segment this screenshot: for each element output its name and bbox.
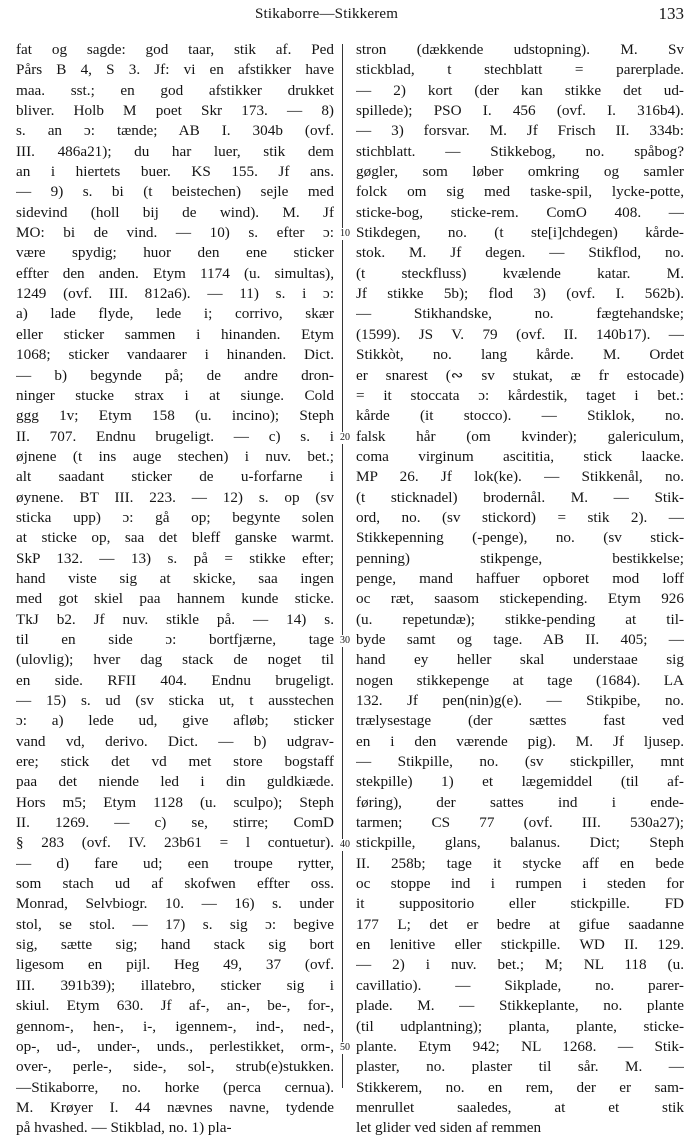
text-line: gøgler, som løber omkring og samler <box>356 163 684 181</box>
text-line: cavillatio). — Sikplade, no. parer- <box>356 976 684 994</box>
text-line: (ulovlig); hver dag stack de noget til <box>16 651 334 669</box>
text-line: ninger stucke strax i at siunge. Cold <box>16 386 334 404</box>
text-line: (til udplantning); planta, plante, sticke- <box>356 1017 684 1035</box>
text-line: — 2) kort (der kan stikke det ud- <box>356 81 684 99</box>
text-line: eller sticker sammen i hinanden. Etym <box>16 325 334 343</box>
text-line: sticka upp) ɔ: gå op; begynte solen <box>16 508 334 526</box>
text-line: op-, ud-, under-, unds., perlestikket, orm-, <box>16 1037 334 1055</box>
text-line: stron (dækkende udstopning). M. Sv <box>356 41 684 58</box>
text-line: a) lade flyde, lede i; corrivo, skær <box>16 305 334 323</box>
text-line: II. 707. Endnu brugeligt. — c) s. i <box>16 427 334 445</box>
text-line: — b) begynde på; de andre dron- <box>16 366 334 384</box>
text-line: stekpille) 1) et lægemiddel (til af- <box>356 773 684 791</box>
text-line: 177 L; det er bedre at gifue saadanne <box>356 915 684 933</box>
text-line: en i den værende pig). M. Jf ljusep. <box>356 732 684 750</box>
running-head: Stikaborre—Stikkerem <box>255 6 399 22</box>
text-line: ere; stick det vd met store bogstaff <box>16 753 334 771</box>
text-line: en side. RFII 404. Endnu brugeligt. <box>16 671 334 689</box>
text-line: fat og sagde: god taar, stik af. Ped <box>16 41 334 58</box>
text-line: Stikkerem, no. en rem, der er sam- <box>356 1078 684 1096</box>
text-line: (t steckfluss) kvælende katar. M. <box>356 264 684 282</box>
text-line: Jf stikke 5b); flod 3) (ovf. I. 562b). <box>356 285 684 303</box>
text-line: en lenitive eller stickpille. WD II. 129. <box>356 936 684 954</box>
text-line: ligesom en pijl. Heg 49, 37 (ovf. <box>16 956 334 974</box>
text-line: hand ey heller skal understaae sig <box>356 651 684 669</box>
text-line: penning) stikpenge, bestikkelse; <box>356 549 684 567</box>
text-line: maa. sst.; en god afstikker drukket <box>16 81 334 99</box>
text-line: ɔ: a) lede ud, give afløb; sticker <box>16 712 334 730</box>
text-line: ggg 1v; Etym 158 (u. incino); Steph <box>16 407 334 425</box>
text-line: Stikkòt, no. lang kårde. M. Ordet <box>356 346 684 364</box>
text-line: til en side ɔ: bortfjærne, tage <box>16 630 334 648</box>
text-line: føring), der sattes ind i ende- <box>356 793 684 811</box>
text-line: Stikkepenning (-penge), no. (sv stick- <box>356 529 684 547</box>
text-line: tarmen; CS 77 (ovf. III. 530a27); <box>356 814 684 832</box>
text-line: = it stoccata ɔ: kårdestik, taget i bet.: <box>356 386 684 404</box>
text-line: som stach ud af skofwen effter oss. <box>16 875 334 893</box>
text-line: — d) fare ud; een troupe rytter, <box>16 854 334 872</box>
text-line: Hors m5; Etym 1128 (u. sculpo); Steph <box>16 793 334 811</box>
text-line: coma virginum ascititia, stick laacke. <box>356 447 684 465</box>
text-line: III. 486a21); du har luer, stik dem <box>16 142 334 160</box>
left-column <box>16 40 334 1139</box>
text-line: (t sticknadel) brodernål. M. — Stik- <box>356 488 684 506</box>
text-line: på hvashed. — Stikblad, no. 1) pla- <box>16 1119 232 1137</box>
text-line: stol, se stol. — 17) s. sig ɔ: begive <box>16 915 334 933</box>
text-line: at sticke op, saa det bleff ganske warmt. <box>16 529 334 547</box>
text-line: hand viste sig at skicke, saa ingen <box>16 569 334 587</box>
text-line: — 9) s. bi (t beistechen) sejle med <box>16 183 334 201</box>
text-line: —Stikaborre, no. horke (perca cernua). <box>16 1078 334 1096</box>
text-line: plante. Etym 942; NL 1268. — Stik- <box>356 1037 684 1055</box>
text-line: stickpille, glans, balanus. Dict; Steph <box>356 834 684 852</box>
text-line: sticke-bog, sticke-rem. ComO 408. — <box>356 203 684 221</box>
page-number: 133 <box>658 4 684 23</box>
text-line: sig, sætte sig; hand stack sig bort <box>16 936 334 954</box>
text-line: II. 1269. — c) se, stirre; ComD <box>16 814 334 832</box>
text-line: stichblatt. — Stikkebog, no. spåbog? <box>356 142 684 160</box>
text-line: menrullet saaledes, at et stik <box>356 1098 684 1116</box>
text-line: penge, mand haffuer opboret mod loff <box>356 569 684 587</box>
text-line: nogen stikkepenge at tage (1684). LA <box>356 671 684 689</box>
text-line: øjnene (t ins auge stechen) i nuv. bet.; <box>16 447 334 465</box>
right-column <box>356 40 684 1139</box>
text-line: TkJ b2. Jf nuv. stikle på. — 14) s. <box>16 610 334 628</box>
text-line: Stikdegen, no. (t ste[i]chdegen) kårde- <box>356 224 684 242</box>
text-line: byde samt og tage. AB II. 405; — <box>356 630 684 648</box>
text-line: s. an ɔ: tænde; AB I. 304b (ovf. <box>16 122 334 140</box>
text-line: sidevind (holl bij de wind). M. Jf <box>16 203 334 221</box>
text-line: gennom-, hen-, i-, igennem-, ind-, ned-, <box>16 1017 334 1035</box>
text-line: — 3) forsvar. M. Jf Frisch II. 334b: <box>356 122 684 140</box>
text-line: kårde (it stocco). — Stiklok, no. <box>356 407 684 425</box>
text-line: folck om sig med taske-spil, lycke-potte, <box>356 183 684 201</box>
text-line: — 15) s. ud (sv sticka ut, t ausstechen <box>16 692 334 709</box>
text-line: 132. Jf pen(nin)g(e). — Stikpibe, no. <box>356 692 684 709</box>
text-line: trælysestage (der sættes fast ved <box>356 712 684 730</box>
text-line: Monrad, Selvbiogr. 10. — 16) s. under <box>16 895 334 913</box>
text-line: let glider ved siden af remmen <box>356 1119 542 1137</box>
text-line: alt saadant sticker de u-forfarne i <box>16 468 334 486</box>
text-line: it suppositorio eller stickpille. FD <box>356 895 684 913</box>
text-line: plaster, no. plaster til sår. M. — <box>356 1058 684 1076</box>
text-line: effter den anden. Etym 1174 (u. simultas), <box>16 264 334 282</box>
text-line: 1249 (ovf. III. 812a6). — 11) s. i ɔ: <box>16 285 334 303</box>
line-number-marker: 40 <box>336 839 354 851</box>
text-line: over-, perle-, side-, sol-, strub(e)stukken. <box>16 1058 334 1076</box>
text-line: — Stikhandske, no. fægtehandske; <box>356 305 684 323</box>
text-line: Pårs B 4, S 3. Jf: vi en afstikker have <box>16 61 334 79</box>
column-divider <box>342 44 343 1088</box>
text-line: bliver. Holb M poet Skr 173. — 8) <box>16 102 334 120</box>
text-line: (1599). JS V. 79 (ovf. II. 140b17). — <box>356 325 684 343</box>
line-number-marker: 50 <box>336 1042 354 1054</box>
line-number-marker: 20 <box>336 432 354 444</box>
text-line: med got skiel paa hannem kunde sticke. <box>16 590 334 608</box>
text-line: § 283 (ovf. IV. 23b61 = l contuetur). <box>16 834 334 852</box>
text-line: (u. repetundæ); stikke-pending at til- <box>356 610 684 628</box>
line-number-marker: 10 <box>336 228 354 240</box>
text-line: II. 258b; tage it stycke aff en bede <box>356 854 684 872</box>
text-line: er snarest (∾ sv stukat, æ fr estocade) <box>356 366 684 384</box>
text-line: oc ræt, saasom stickepending. Etym 926 <box>356 590 684 608</box>
text-line: paa det niende led i din guldkiæde. <box>16 773 334 791</box>
line-number-marker: 30 <box>336 635 354 647</box>
text-line: — Stikpille, no. (sv stickpiller, mnt <box>356 753 684 771</box>
text-line: an i hiertets buer. KS 155. Jf ans. <box>16 163 334 181</box>
text-line: stickblad, t stechblatt = parerplade. <box>356 61 684 79</box>
text-line: — 2) i nuv. bet.; M; NL 118 (u. <box>356 956 684 974</box>
text-line: III. 391b39); illatebro, sticker sig i <box>16 976 334 994</box>
text-line: MO: bi de vind. — 10) s. efter ɔ: <box>16 224 334 242</box>
text-line: oc stoppe ind i rumpen i steden for <box>356 875 684 893</box>
text-line: ord, no. (sv stickord) = stik 2). — <box>356 508 684 526</box>
text-line: SkP 132. — 13) s. på = stikke efter; <box>16 549 334 567</box>
text-line: 1068; sticker vandaarer i hinanden. Dict. <box>16 346 334 364</box>
text-line: MP 26. Jf lok(ke). — Stikkenål, no. <box>356 468 684 486</box>
text-line: M. Krøyer I. 44 nævnes navne, tydende <box>16 1098 334 1116</box>
text-line: plade. M. — Stikkeplante, no. plante <box>356 997 684 1015</box>
text-line: stok. M. Jf degen. — Stikflod, no. <box>356 244 684 262</box>
text-line: skiul. Etym 630. Jf af-, an-, be-, for-, <box>16 997 334 1015</box>
text-line: øynene. BT III. 223. — 12) s. op (sv <box>16 488 334 506</box>
text-line: vand vd, derivo. Dict. — b) udgrav- <box>16 732 334 750</box>
text-line: falsk hår (om kvinder); galericulum, <box>356 427 684 445</box>
text-line: være spydig; huor den ene sticker <box>16 244 334 262</box>
text-line: spillede); PSO I. 456 (ovf. I. 316b4). <box>356 102 684 120</box>
